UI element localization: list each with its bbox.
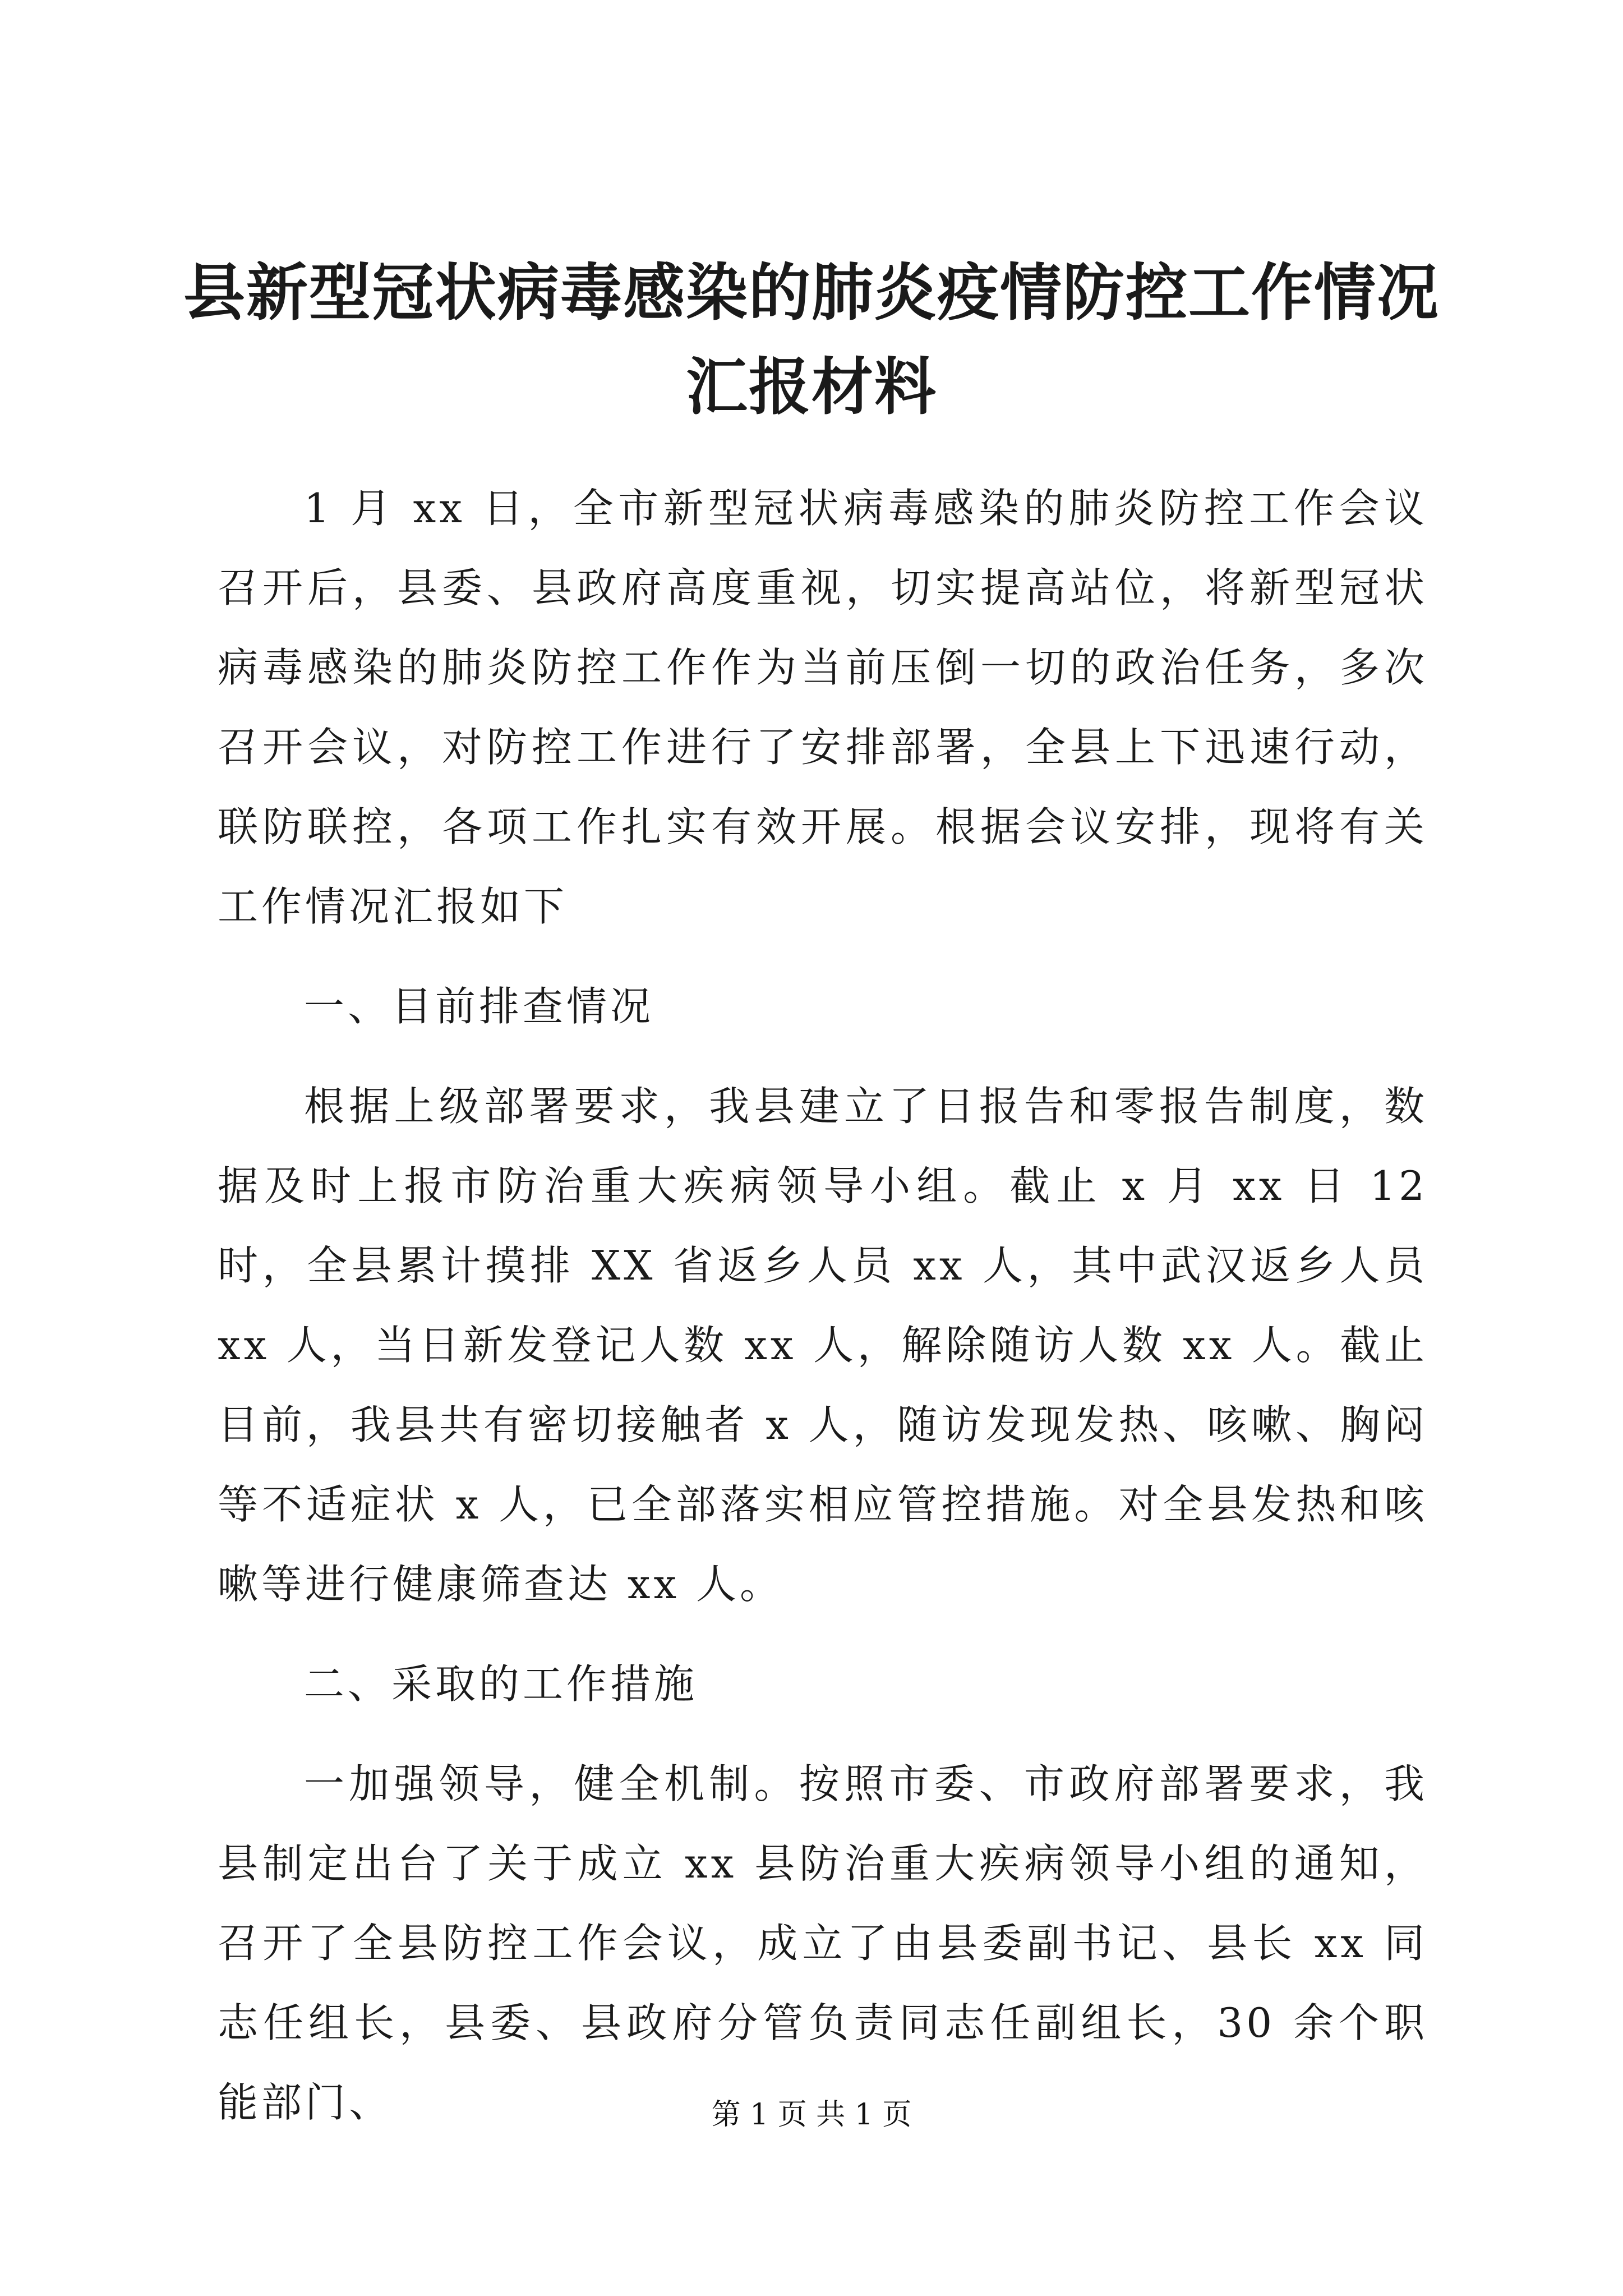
measures-paragraph: 一加强领导，健全机制。按照市委、市政府部署要求，我县制定出台了关于成立 xx 县防治重大疾病领导小组的通知，召开了全县防控工作会议，成立了由县委副书记、县长 xx 同志任组长，县委、县政府分管负责同志任副组长，30 余个职能部门、 (218, 1760, 1428, 2126)
investigation-paragraph: 根据上级部署要求，我县建立了日报告和零报告制度，数据及时上报市防治重大疾病领导小组。截止 x 月 xx 日 12 时，全县累计摸排 XX 省返乡人员 xx 人，其中武汉返乡人员 xx 人，当日新发登记人数 xx 人，解除随访人数 xx 人。截止目前，我县共有密切接触者 x 人，随访发现发热、咳嗽、胸闷等不适症状 x 人，已全部落实相应管控措施。对全县发热和咳嗽等进行健康筛查达 xx 人。 (218, 1083, 1428, 1608)
title-line-1: 县新型冠状病毒感染的肺炎疫情防控工作情况 (183, 256, 1440, 329)
page-number-footer: 第 1 页 共 1 页 (711, 2098, 912, 2132)
document-body (218, 468, 1428, 2142)
intro-paragraph: 1 月 xx 日，全市新型冠状病毒感染的肺炎防控工作会议召开后，县委、县政府高度重视，切实提高站位，将新型冠状病毒感染的肺炎防控工作作为当前压倒一切的政治任务，多次召开会议，对防控工作进行了安排部署，全县上下迅速行动，联防联控，各项工作扎实有效开展。根据会议安排，现将有关工作情况汇报如下 (218, 485, 1428, 930)
section-heading-2: 二、采取的工作措施 (304, 1660, 698, 1708)
section-heading-1: 一、目前排查情况 (304, 983, 654, 1030)
title-line-2: 汇报材料 (686, 351, 937, 423)
document-title (168, 246, 1455, 434)
